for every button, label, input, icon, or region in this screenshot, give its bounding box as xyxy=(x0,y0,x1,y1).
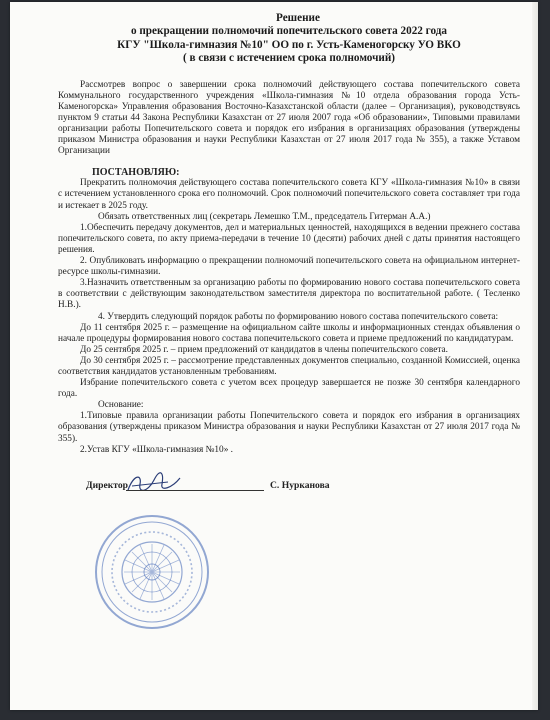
preamble-paragraph: Рассмотрев вопрос о завершении срока полномочий действующего состава попечительского совета Коммунального государственного учреждения «Школа-гимназия №10 отдела образования города Усть-Каменогорска» Управления образования Восточно-Казахстанской области (далее – Организация), руководствуясь пунктом 9 статьи 44 Закона Республики Казахстан от 27 июля 2007 года «Об образовании», Типовыми правилами организации работы Попечительского совета и порядок его избрания в организациях образования (утверждены приказом Министра образования и науки Республики Казахстан от 27 июля 2017 года № 355), а также Уставом Организации xyxy=(58,79,520,157)
signature-line xyxy=(126,490,264,491)
item-4c-paragraph: До 30 сентября 2025 г. – рассмотрение представленных документов специально, созданной Комиссией, оценка соответствия кандидатов установленным требованиям. xyxy=(58,355,520,377)
basis-item-2: 2.Устав КГУ «Школа-гимназия №10» . xyxy=(80,444,234,455)
item-4b-paragraph: До 25 сентября 2025 г. – прием предложений от кандидатов в члены попечительского совета. xyxy=(80,344,448,355)
title-line-1: Решение xyxy=(276,12,320,24)
item-4a-paragraph: До 11 сентября 2025 г. – размещение на официальном сайте школы и информационных стендах объявления о начале процедуры формирования нового состава попечительского совета и приеме предложений по кандидатурам. xyxy=(58,322,520,344)
signature-name: С. Нурканова xyxy=(270,479,330,491)
basis-item-1: 1.Типовые правила организации работы Попечительского совета и порядок его избрания в организациях образования (утверждены приказом Министра образования и науки Республики Казахстан от 27 июля 2017 года № 355). xyxy=(58,411,520,444)
document-title xyxy=(58,12,520,66)
document-page xyxy=(10,2,538,710)
title-line-4: ( в связи с истечением срока полномочий) xyxy=(182,52,396,65)
item-2-paragraph: 2. Опубликовать информацию о прекращении полномочий попечительского совета на официальном интернет-ресурсе школы-гимназии. xyxy=(58,256,520,278)
item-4d-paragraph: Избрание попечительского совета с учетом всех процедур завершается не позже 30 сентября календарного года. xyxy=(58,378,520,400)
official-seal-stamp xyxy=(92,512,212,632)
handwritten-signature xyxy=(124,470,184,496)
item-3-paragraph: 3.Назначить ответственным за организацию работы по формированию нового состава попечительского совета в соответствии с действующим законодательством заместителя директора по воспитательной работе. ( Тесленко Н.В.). xyxy=(58,278,520,311)
basis-label: Основание: xyxy=(98,400,144,411)
item-4-paragraph: 4. Утвердить следующий порядок работы по формированию нового состава попечительского совета: xyxy=(98,311,499,322)
title-line-2: о прекращении полномочий попечительского совета 2022 года xyxy=(130,25,448,38)
signature-label: Директор xyxy=(86,479,128,491)
title-line-3: КГУ "Школа-гимназия №10" ОО по г. Усть-Каменогорску УО ВКО xyxy=(117,38,461,51)
item-1-paragraph: Прекратить полномочия действующего состава попечительского совета КГУ «Школа-гимназия №10» в связи с истечением установленного срока его полномочий. Срок полномочий попечительского совета составляет три года и истекает в 2025 году. xyxy=(58,178,520,211)
resolve-heading: ПОСТАНОВЛЯЮ: xyxy=(92,167,180,179)
document-body xyxy=(58,12,520,498)
signature-block xyxy=(58,474,520,498)
item-1-responsible: Обязать ответственных лиц (секретарь Лемешко Т.М., председатель Гитерман А.А.) xyxy=(98,211,431,222)
page-edge-shade xyxy=(532,2,538,710)
item-1-transfer: 1.Обеспечить передачу документов, дел и материальных ценностей, находящихся в ведении прежнего состава попечительского совета, по акту приема-передачи в течение 10 (десяти) рабочих дней с даты принятия настоящего решения. xyxy=(58,222,520,255)
